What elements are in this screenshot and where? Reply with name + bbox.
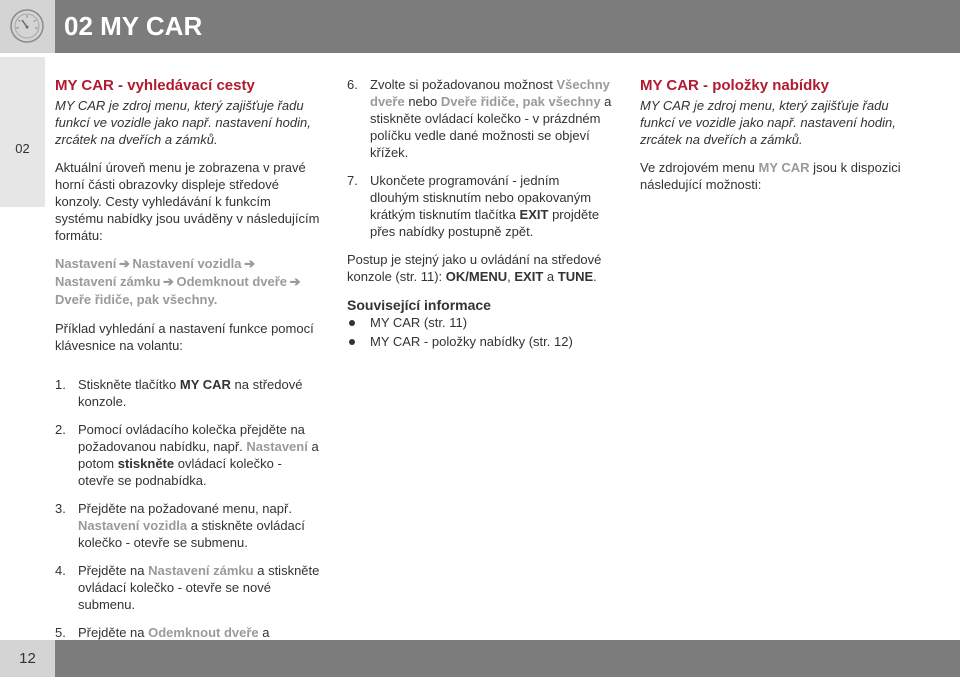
section-heading-menu-items: MY CAR - položky nabídky [640,77,829,94]
list-item: 2. Pomocí ovládacího kolečka přejděte na požadovanou nabídku, např. Nastavení a potom stiskněte ovládací kolečko - otevře se podnabídka. [55,422,319,488]
steps-list-continued [347,76,612,240]
paragraph-source-menu: Ve zdrojovém menu MY CAR jsou k dispozici následující možnosti: [640,160,901,192]
page-footer [0,640,960,677]
section-heading-search-paths: MY CAR - vyhledávací cesty [55,77,255,94]
path-step: Dveře řidiče, pak všechny. [55,292,218,307]
header-icon-box [0,0,55,53]
page-title: 02 MY CAR [64,11,203,41]
intro-text: MY CAR je zdroj menu, který zajišťuje řadu funkcí ve vozidle jako např. nastavení hodin, zrcátek na dveřích a zámků. [640,98,896,147]
column-1 [55,76,320,677]
paragraph-example: Příklad vyhledání a nastavení funkce pomocí klávesnice na volantu: [55,321,314,353]
speedometer-icon [9,8,45,44]
arrow-right-icon: ➔ [118,256,130,271]
arrow-right-icon: ➔ [244,256,255,271]
steps-list [55,376,320,675]
page-header [0,0,960,53]
list-item: 5. Přejděte na Odemknout dveře a [55,625,270,640]
page-number: 12 [19,650,36,667]
chapter-tab [0,57,45,207]
arrow-right-icon: ➔ [289,274,301,289]
related-links-list [347,314,612,350]
related-link[interactable]: MY CAR (str. 11) [347,314,612,331]
path-step: Nastavení vozidla [132,256,242,271]
column-3 [640,76,920,193]
list-item: 4. Přejděte na Nastavení zámku a stiskněte ovládací kolečko - otevře se nové submenu. [55,563,320,612]
paragraph-console: Postup je stejný jako u ovládání na středové konzole (str. 11): OK/MENU, EXIT a TUNE. [347,252,602,284]
related-info-heading: Související informace [347,297,491,313]
paragraph-menu-level: Aktuální úroveň menu je zobrazena v pravé horní části obrazovky displeje středové konzoly. Cesty vyhledávání k funkcím systému nabídky jsou uváděny v následujícím formátu: [55,160,320,243]
path-step: Nastavení [55,256,117,271]
bullet-icon [349,339,355,345]
path-step: Odemknout dveře [176,274,288,289]
arrow-right-icon: ➔ [163,274,174,289]
page-number-box [0,640,55,677]
search-path-example [55,255,320,309]
list-item: 1. Stiskněte tlačítko MY CAR na středové konzole. [55,377,303,409]
list-item: 3. Přejděte na požadované menu, např. Nastavení vozidla a stiskněte ovládací kolečko - otevře se submenu. [55,501,305,550]
list-item: 7. Ukončete programování - jedním dlouhým stisknutím nebo opakovaným krátkým tisknutím tlačítka EXIT projděte přes nabídky postupně zpět. [347,173,600,239]
chapter-tab-label: 02 [15,141,30,156]
path-step: Nastavení zámku [55,274,161,289]
bullet-icon [349,320,355,326]
column-2 [347,76,612,352]
list-item: 6. Zvolte si požadovanou možnost Všechny dveře nebo Dveře řidiče, pak všechny a stiskněte ovládací kolečko - v prázdném políčku vedle dané možnosti se objeví křížek. [347,77,612,160]
related-link[interactable]: MY CAR - položky nabídky (str. 12) [347,333,612,350]
intro-text: MY CAR je zdroj menu, který zajišťuje řadu funkcí ve vozidle jako např. nastavení hodin, zrcátek na dveřích a zámků. [55,98,311,147]
